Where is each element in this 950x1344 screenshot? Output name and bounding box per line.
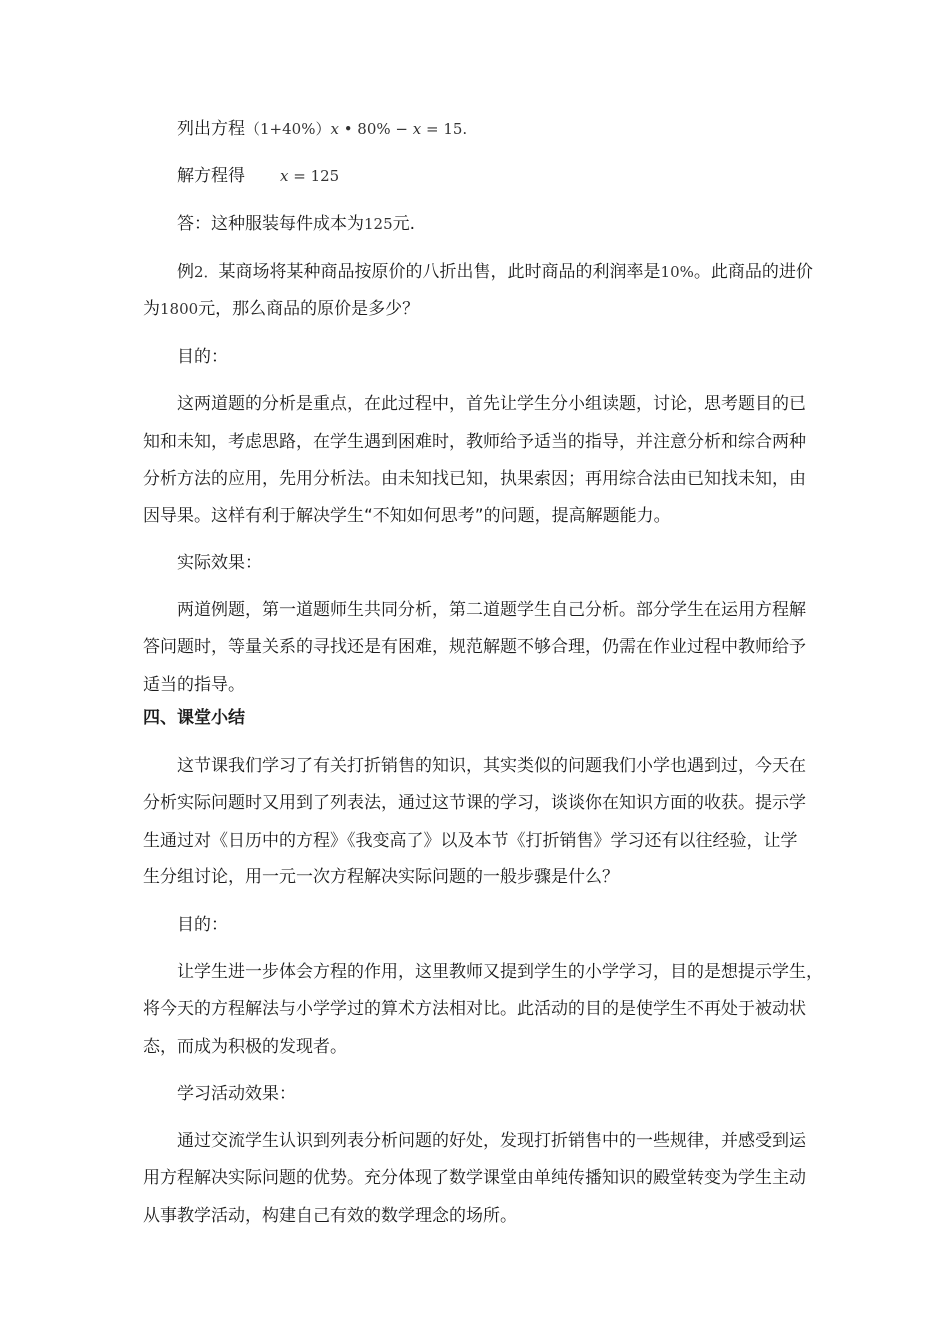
example-2-line-1	[177, 260, 813, 284]
paragraph-line: 分析实际问题时又用到了列表法，通过这节课的学习，谈谈你在知识方面的收获。提示学	[143, 793, 806, 813]
paragraph-line: 两道例题，第一道题师生共同分析，第二道题学生自己分析。部分学生在运用方程解	[177, 600, 806, 620]
solution-value: = 125	[288, 167, 340, 185]
equation-middle: • 80% −	[338, 120, 413, 138]
example-text: 。此商品的进价	[693, 262, 813, 282]
paragraph-line: 从事教学活动，构建自己有效的数学理念的场所。	[143, 1206, 517, 1226]
paragraph-line: 因导果。这样有利于解决学生“不知如何思考”的问题，提高解题能力。	[143, 506, 671, 526]
example-number: 2．	[194, 263, 219, 281]
example-text: 元，那么商品的原价是多少？	[198, 299, 420, 319]
example-number: 1800	[160, 300, 199, 318]
equation-line-1	[177, 117, 467, 141]
variable-x: x	[330, 120, 339, 138]
answer-number: 125	[364, 215, 393, 233]
example-text: 某商场将某种商品按原价的八折出售，此时商品的利润率是	[218, 262, 661, 282]
answer-line	[177, 212, 415, 236]
paragraph-line: 将今天的方程解法与小学学过的算术方法相对比。此活动的目的是使学生不再处于被动状	[143, 999, 806, 1019]
answer-unit: 元.	[392, 214, 416, 234]
equation-end: = 15.	[421, 120, 468, 138]
paragraph-line: 用方程解决实际问题的优势。充分体现了数学课堂由单纯传播知识的殿堂转变为学生主动	[143, 1168, 806, 1188]
paragraph-line: 知和未知，考虑思路，在学生遇到困难时，教师给予适当的指导，并注意分析和综合两种	[143, 432, 806, 452]
equation-line-2	[177, 164, 339, 188]
paragraph-line: 生通过对《日历中的方程》《我变高了》以及本节《打折销售》学习还有以往经验，让学	[143, 831, 798, 851]
variable-x: x	[412, 120, 422, 138]
example-percent: 10%	[660, 263, 694, 281]
paragraph-line: 这两道题的分析是重点，在此过程中，首先让学生分小组读题，讨论，思考题目的已	[177, 394, 806, 414]
purpose-label: 目的：	[177, 347, 228, 367]
solve-label: 解方程得	[177, 166, 245, 186]
variable-x: x	[280, 167, 289, 185]
paragraph-line: 答问题时，等量关系的寻找还是有困难，规范解题不够合理，仍需在作业过程中教师给予	[143, 637, 806, 657]
effect-label: 学习活动效果：	[177, 1084, 296, 1104]
paragraph-line: 通过交流学生认识到列表分析问题的好处，发现打折销售中的一些规律，并感受到运	[177, 1131, 806, 1151]
effect-label: 实际效果：	[177, 553, 262, 573]
paragraph-line: 态，而成为积极的发现者。	[143, 1037, 347, 1057]
equation-label: 列出方程	[177, 119, 245, 139]
example-label: 例	[177, 262, 194, 282]
example-text: 为	[143, 299, 160, 319]
section-heading: 四、课堂小结	[143, 708, 245, 728]
paragraph-line: 适当的指导。	[143, 675, 245, 695]
paragraph-line: 让学生进一步体会方程的作用，这里教师又提到学生的小学学习，目的是想提示学生，	[177, 962, 823, 982]
paragraph-line: 这节课我们学习了有关打折销售的知识，其实类似的问题我们小学也遇到过，今天在	[177, 756, 806, 776]
purpose-label: 目的：	[177, 915, 228, 935]
paragraph-line: 分析方法的应用，先用分析法。由未知找已知，执果索因；再用综合法由已知找未知，由	[143, 469, 806, 489]
answer-text: 答：这种服装每件成本为	[177, 214, 364, 234]
example-2-line-2	[143, 297, 419, 321]
equation-coefficient: （1+40%）	[245, 120, 331, 138]
paragraph-line: 生分组讨论，用一元一次方程解决实际问题的一般步骤是什么？	[143, 867, 619, 887]
